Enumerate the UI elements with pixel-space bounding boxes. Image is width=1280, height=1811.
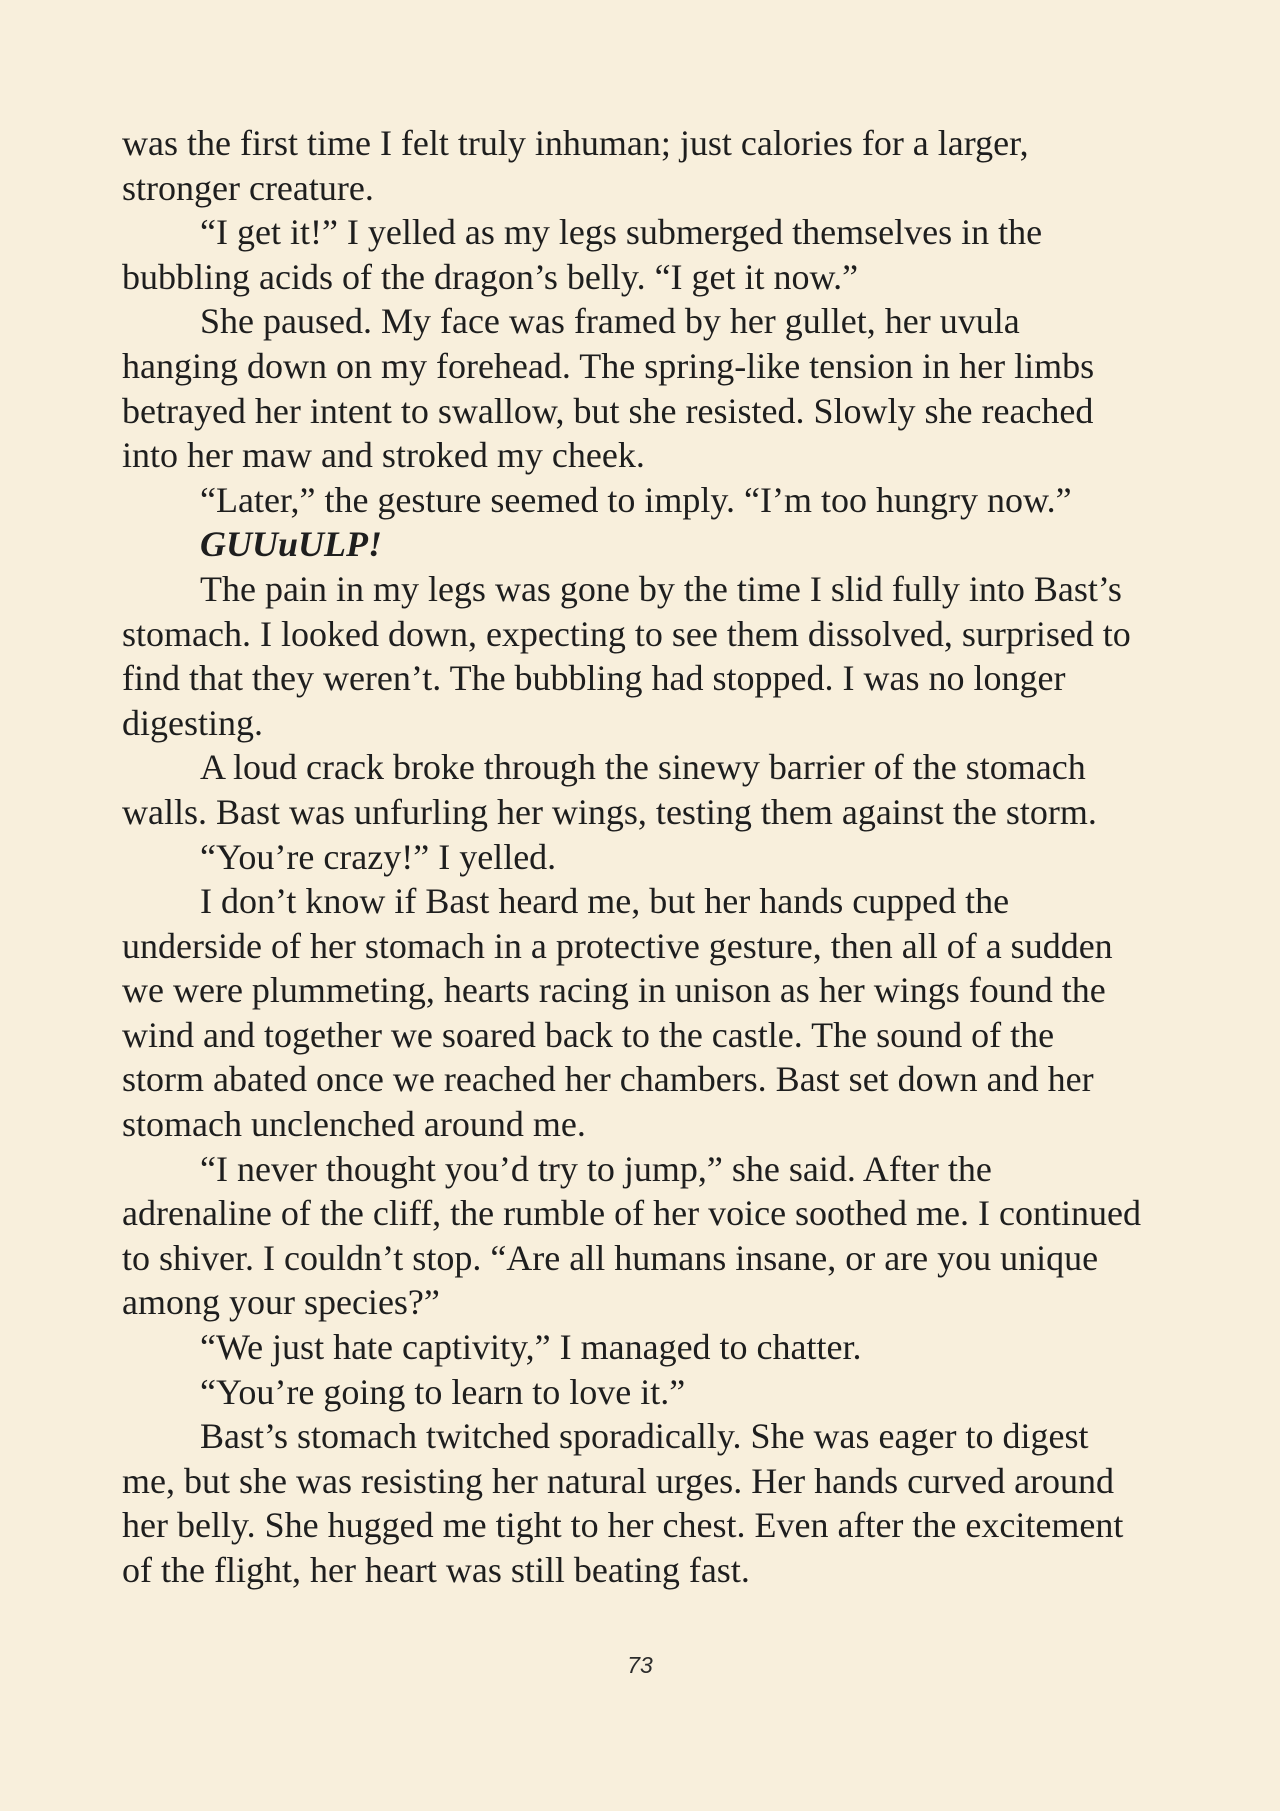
body-text [122,121,1172,1593]
text-line: “You’re going to learn to love it.” [200,1371,686,1412]
text-line: of the flight, her heart was still beating fast. [122,1550,750,1590]
text-line: to shiver. I couldn’t stop. “Are all humans insane, or are you unique [122,1237,1099,1278]
text-line: stomach. I looked down, expecting to see them dissolved, surprised to [122,613,1131,654]
text-line: “Later,” the gesture seemed to imply. “I’m too hungry now.” [200,479,1072,520]
text-line: stomach unclenched around me. [122,1104,586,1145]
text-line: The pain in my legs was gone by the time I slid fully into Bast’s [200,568,1122,609]
text-line: betrayed her intent to swallow, but she resisted. Slowly she reached [122,390,1094,431]
text-line: She paused. My face was framed by her gullet, her uvula [200,301,1020,342]
text-line: stronger creature. [122,167,374,208]
text-line: into her maw and stroked my cheek. [122,435,645,476]
text-line: among your species?” [122,1282,440,1323]
text-line: hanging down on my forehead. The spring-like tension in her limbs [122,345,1095,386]
text-line: find that they weren’t. The bubbling had stopped. I was no longer [122,658,1066,699]
page-number: 73 [627,1652,653,1678]
text-line: her belly. She hugged me tight to her chest. Even after the excitement [122,1505,1124,1546]
text-line: “We just hate captivity,” I managed to chatter. [200,1327,862,1368]
text-line: storm abated once we reached her chambers. Bast set down and her [122,1059,1094,1100]
text-line: “I get it!” I yelled as my legs submerged themselves in the [200,212,1043,253]
text-line: digesting. [122,702,263,743]
text-line: me, but she was resisting her natural urges. Her hands curved around [122,1460,1115,1501]
text-line: “I never thought you’d try to jump,” she said. After the [200,1148,992,1189]
text-line: wind and together we soared back to the castle. The sound of the [122,1014,1055,1055]
text-line: underside of her stomach in a protective gesture, then all of a sudden [122,925,1113,966]
text-line: we were plummeting, hearts racing in unison as her wings found the [122,970,1106,1011]
text-line: A loud crack broke through the sinewy barrier of the stomach [200,747,1086,788]
text-line: Bast’s stomach twitched sporadically. She was eager to digest [200,1416,1089,1457]
text-line: was the first time I felt truly inhuman; just calories for a larger, [122,123,1029,163]
text-line: I don’t know if Bast heard me, but her hands cupped the [200,881,1010,922]
text-line: walls. Bast was unfurling her wings, testing them against the storm. [122,791,1097,832]
text-line: “You’re crazy!” I yelled. [200,836,557,877]
text-line: bubbling acids of the dragon’s belly. “I get it now.” [122,256,859,297]
onomatopoeia-line: GUUuULP! [200,524,383,565]
text-line: adrenaline of the cliff, the rumble of her voice soothed me. I continued [122,1193,1141,1234]
